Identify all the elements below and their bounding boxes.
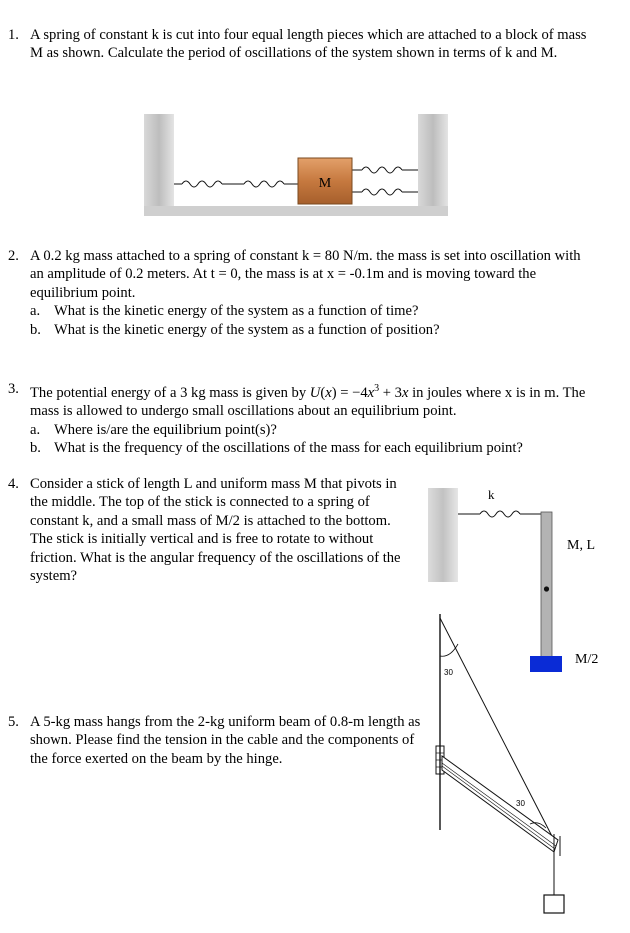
problem-number: 1. xyxy=(8,27,19,43)
beam xyxy=(442,756,558,852)
hanging-mass xyxy=(544,895,564,913)
part-a: a. Where is/are the equilibrium point(s)? xyxy=(30,421,277,438)
mass-label: M/2 xyxy=(575,652,599,667)
problem-number: 5. xyxy=(8,714,19,730)
figure-beam-cable xyxy=(430,610,580,920)
wall xyxy=(428,488,458,582)
problem-number: 4. xyxy=(8,476,19,492)
problem-4 xyxy=(8,475,413,585)
figure-springs-block xyxy=(140,108,460,220)
problem-number: 3. xyxy=(8,381,19,397)
angle-bottom-label: 30 xyxy=(516,799,525,808)
stick-label: M, L xyxy=(567,538,595,553)
problem-text: A 0.2 kg mass attached to a spring of constant k = 80 N/m. the mass is set into oscillation with an amplitude of 0.2 meters. At t = 0, the mass is at x = -0.1m and is moving toward the equilibrium point. xyxy=(30,248,581,301)
problem-2 xyxy=(8,247,588,339)
problem-1 xyxy=(8,26,588,63)
left-wall xyxy=(144,114,174,216)
angle-top-label: 30 xyxy=(444,668,453,677)
problem-3 xyxy=(8,380,588,457)
problem-text: Consider a stick of length L and uniform mass M that pivots in the middle. The top of the stick is connected to a spring of constant k, and a small mass of M/2 is attached to the bottom. The stick is initially vertical and is free to rotate to without friction. What is the angular frequency of the oscillations of the system? xyxy=(30,476,401,585)
problem-text: A 5-kg mass hangs from the 2-kg uniform beam of 0.8-m length as shown. Please find the tension in the cable and the components of the force exerted on the beam by the hinge. xyxy=(30,714,421,767)
right-wall xyxy=(418,114,448,216)
problem-5 xyxy=(8,713,428,768)
pivot xyxy=(544,586,549,591)
problem-number: 2. xyxy=(8,248,19,264)
spring-label: k xyxy=(488,487,495,502)
part-b: b. What is the kinetic energy of the system as a function of position? xyxy=(30,321,440,338)
equation: $U(x) = -4x^3 + 3x$ xyxy=(309,383,409,401)
part-a: a. What is the kinetic energy of the system as a function of time? xyxy=(30,303,419,320)
problem-text: The potential energy of a 3 kg mass is given by $U(x) = -4x^3 + 3x$ in joules where x is in m. The mass is allowed to undergo small oscillations about an equilibrium point. xyxy=(30,383,586,420)
block-label: M xyxy=(318,176,332,191)
floor xyxy=(144,206,448,216)
problem-text: A spring of constant k is cut into four equal length pieces which are attached to a block of mass M as shown. Calculate the period of oscillations of the system shown in terms of k and M. xyxy=(30,27,587,62)
part-b: b. What is the frequency of the oscillations of the mass for each equilibrium point? xyxy=(30,440,523,457)
